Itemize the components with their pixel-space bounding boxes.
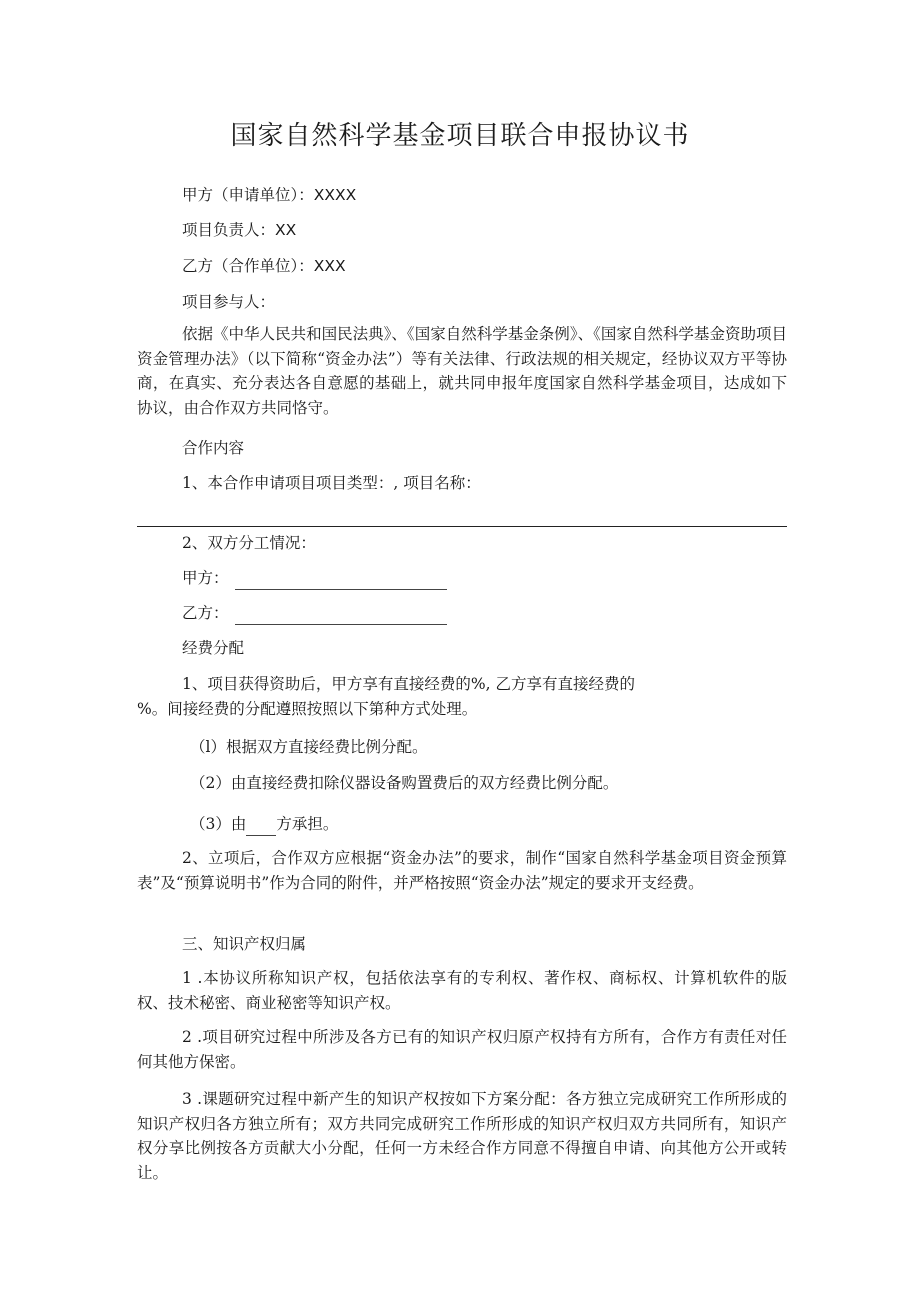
funding-item-1-line1: 1、项目获得资助后，甲方享有直接经费的%, 乙方享有直接经费的 (182, 675, 635, 693)
party-a-label: 甲方（申请单位）： (182, 186, 314, 204)
funding-option-3-prefix: （3）由 (190, 815, 247, 833)
leader-value: XX (275, 221, 297, 239)
party-a-duty-label: 甲方： (182, 569, 229, 587)
ip-item-2: 2 .项目研究过程中所涉及各方已有的知识产权归原产权持有方所有，合作方有责任对任何其他方保密。 (137, 1028, 787, 1071)
funding-option-3-suffix: 方承担。 (276, 815, 339, 833)
funding-item-1-line2: %。间接经费的分配遵照按照以下第种方式处理。 (137, 700, 478, 718)
document-title: 国家自然科学基金项目联合申报协议书 (230, 121, 690, 151)
party-a-duty-blank (235, 572, 447, 590)
party-b-value: XXX (313, 257, 346, 275)
section-ip-heading: 三、知识产权归属 (182, 935, 307, 953)
party-b-duty-blank (235, 607, 447, 625)
funding-option-1: （l）根据双方直接经费比例分配。 (190, 738, 428, 756)
party-a-duty-line (182, 566, 447, 590)
funding-option-3-blank (246, 818, 276, 836)
funding-item-2: 2、立项后，合作双方应根据“资金办法”的要求，制作“国家自然科学基金项目资金预算表”及“预算说明书”作为合同的附件，并严格按照“资金办法”规定的要求开支经费。 (137, 849, 787, 892)
party-b-label: 乙方（合作单位）： (182, 257, 314, 275)
section-cooperation-heading: 合作内容 (182, 439, 245, 457)
project-type-line: 1、本合作申请项目项目类型：, 项目名称： (182, 474, 481, 492)
participants-label: 项目参与人： (182, 293, 276, 311)
party-b-line (182, 254, 346, 278)
party-b-duty-label: 乙方： (182, 604, 229, 622)
ip-item-1: 1 .本协议所称知识产权，包括依法享有的专利权、著作权、商标权、计算机软件的版权、技术秘密、商业秘密等知识产权。 (137, 969, 787, 1012)
funding-option-2: （2）由直接经费扣除仪器设备购置费后的双方经费比例分配。 (190, 774, 619, 792)
party-a-value: XXXX (313, 186, 357, 204)
leader-label: 项目负责人： (182, 221, 276, 239)
party-a-line (182, 183, 356, 207)
project-name-underline (137, 526, 787, 527)
intro-paragraph: 依据《中华人民共和国民法典》、《国家自然科学基金条例》、《国家自然科学基金资助项目资金管理办法》（以下简称“资金办法”）等有关法律、行政法规的相关规定，经协议双方平等协商，在真实、充分表达各自意愿的基础上，就共同申报年度国家自然科学基金项目，达成如下协议，由合作双方共同恪守。 (137, 325, 787, 417)
ip-item-3: 3 .课题研究过程中新产生的知识产权按如下方案分配：各方独立完成研究工作所形成的知识产权归各方独立所有；双方共同完成研究工作所形成的知识产权归双方共同所有，知识产权分享比例按各方贡献大小分配，任何一方未经合作方同意不得擅自申请、向其他方公开或转让。 (137, 1090, 787, 1182)
division-heading: 2、双方分工情况： (182, 534, 316, 552)
funding-option-3 (190, 812, 338, 836)
section-funding-heading: 经费分配 (182, 639, 245, 657)
leader-line (182, 218, 296, 242)
party-b-duty-line (182, 601, 447, 625)
